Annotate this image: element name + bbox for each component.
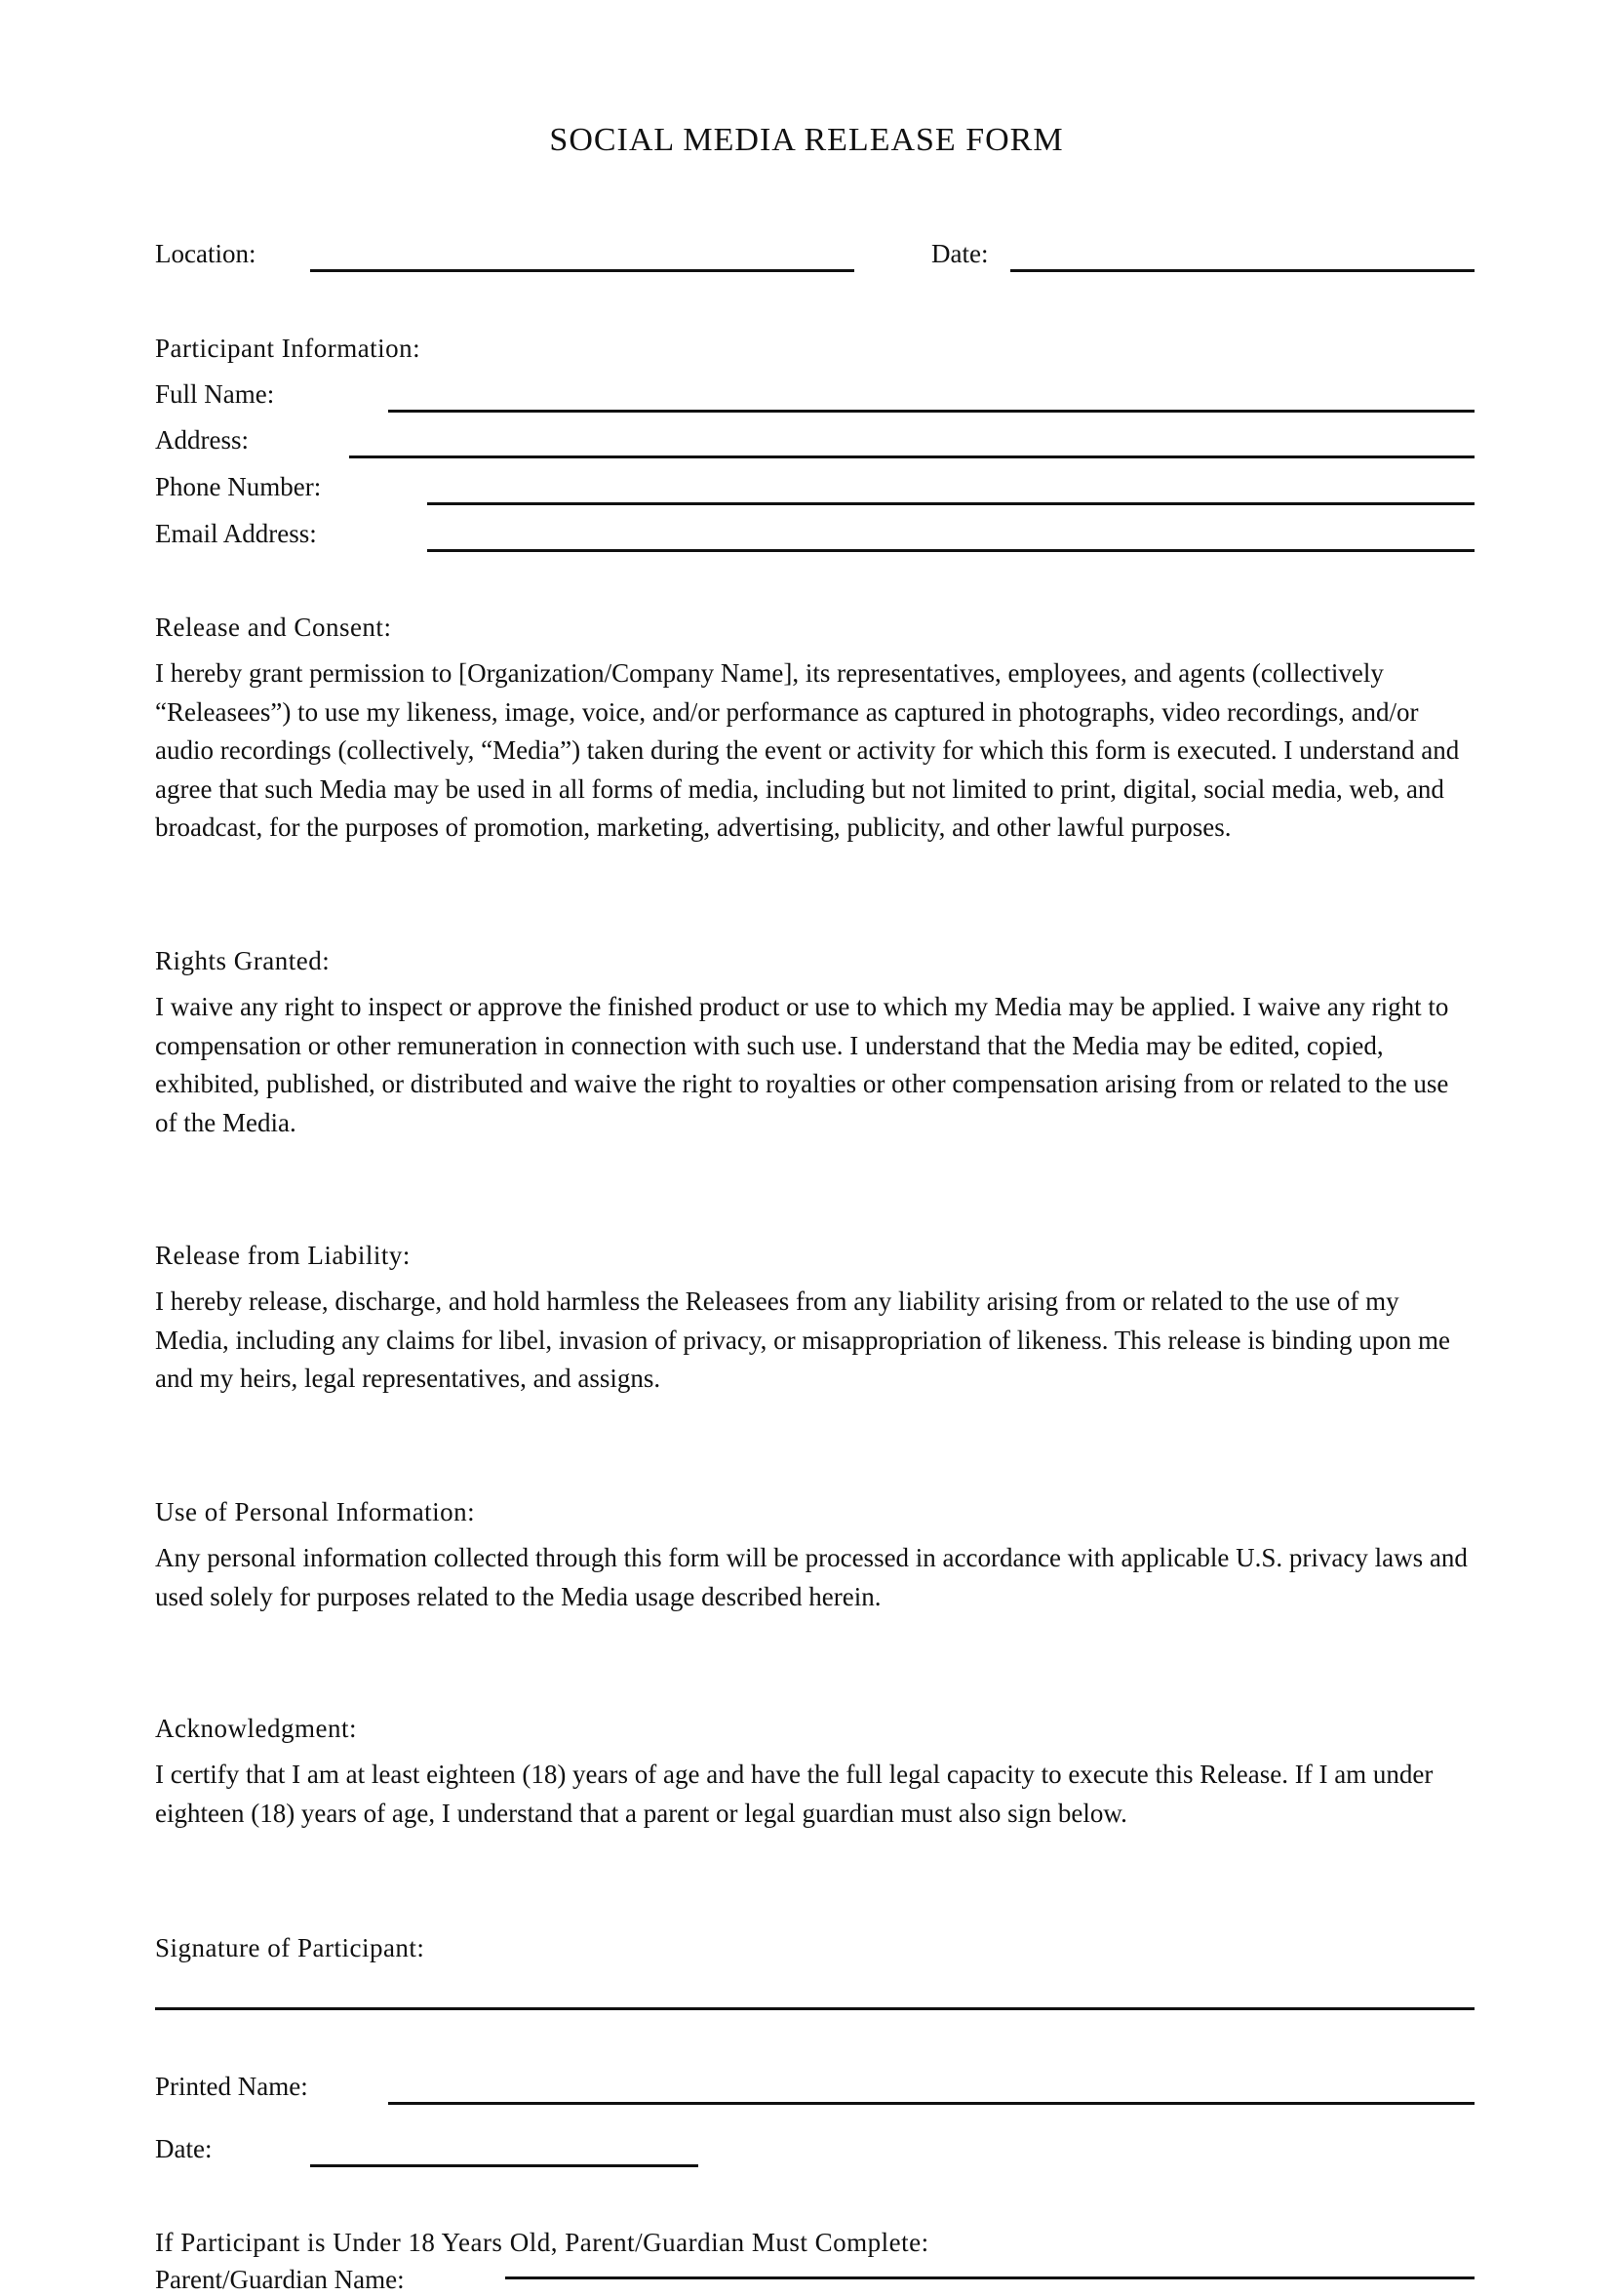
release-consent-heading: Release and Consent:	[155, 613, 392, 642]
email-label: Email Address:	[155, 519, 317, 548]
full-name-field[interactable]	[388, 410, 1475, 413]
release-liability-text: I hereby release, discharge, and hold harmless the Releasees from any liability arising from or related to the use of my Media, including any claims for libel, invasion of privacy, or misappropriation of likeness. This release is binding upon me and my heirs, legal representatives, and assigns.	[155, 1287, 1450, 1393]
signature-date-label: Date:	[155, 2134, 213, 2163]
printed-name-field[interactable]	[388, 2102, 1475, 2105]
guardian-heading: If Participant is Under 18 Years Old, Parent/Guardian Must Complete:	[155, 2228, 929, 2257]
full-name-label: Full Name:	[155, 379, 275, 409]
location-label: Location:	[155, 239, 256, 268]
form-title: SOCIAL MEDIA RELEASE FORM	[549, 122, 1064, 158]
personal-info-heading: Use of Personal Information:	[155, 1497, 476, 1526]
rights-granted-text: I waive any right to inspect or approve the finished product or use to which my Media may be applied. I waive any right to compensation or other remuneration in connection with such use. I understand that the Media may be edited, copied, exhibited, published, or distributed and waive the right to royalties or other compensation arising from or related to the use of the Media.	[155, 992, 1449, 1137]
rights-granted-heading: Rights Granted:	[155, 946, 331, 975]
signature-heading: Signature of Participant:	[155, 1933, 425, 1962]
address-field[interactable]	[349, 455, 1475, 458]
date-field[interactable]	[1010, 269, 1475, 272]
signature-date-field[interactable]	[310, 2164, 698, 2167]
signature-field[interactable]	[155, 2007, 1475, 2010]
date-label: Date:	[931, 239, 989, 268]
personal-info-text: Any personal information collected through this form will be processed in accordance with applicable U.S. privacy laws and used solely for purposes related to the Media usage described herein.	[155, 1543, 1468, 1611]
release-consent-text: I hereby grant permission to [Organization/Company Name], its representatives, employees, and agents (collectively “Releasees”) to use my likeness, image, voice, and/or performance as captured in photographs, video recordings, and/or audio recordings (collectively, “Media”) taken during the event or activity for which this form is executed. I understand and agree that such Media may be used in all forms of media, including but not limited to print, digital, social media, web, and broadcast, for the purposes of promotion, marketing, advertising, publicity, and other lawful purposes.	[155, 658, 1460, 842]
release-liability-heading: Release from Liability:	[155, 1241, 411, 1270]
phone-field[interactable]	[427, 502, 1475, 505]
participant-info-heading: Participant Information:	[155, 334, 421, 363]
printed-name-label: Printed Name:	[155, 2072, 308, 2101]
email-field[interactable]	[427, 549, 1475, 552]
location-field[interactable]	[310, 269, 854, 272]
phone-label: Phone Number:	[155, 472, 322, 501]
acknowledgment-heading: Acknowledgment:	[155, 1714, 357, 1743]
guardian-name-label: Parent/Guardian Name:	[155, 2265, 405, 2294]
guardian-name-field[interactable]	[505, 2276, 1475, 2279]
address-label: Address:	[155, 425, 249, 455]
acknowledgment-text: I certify that I am at least eighteen (18) years of age and have the full legal capacity to execute this Release. If I am under eighteen (18) years of age, I understand that a parent or legal guardian must also sign below.	[155, 1760, 1434, 1828]
